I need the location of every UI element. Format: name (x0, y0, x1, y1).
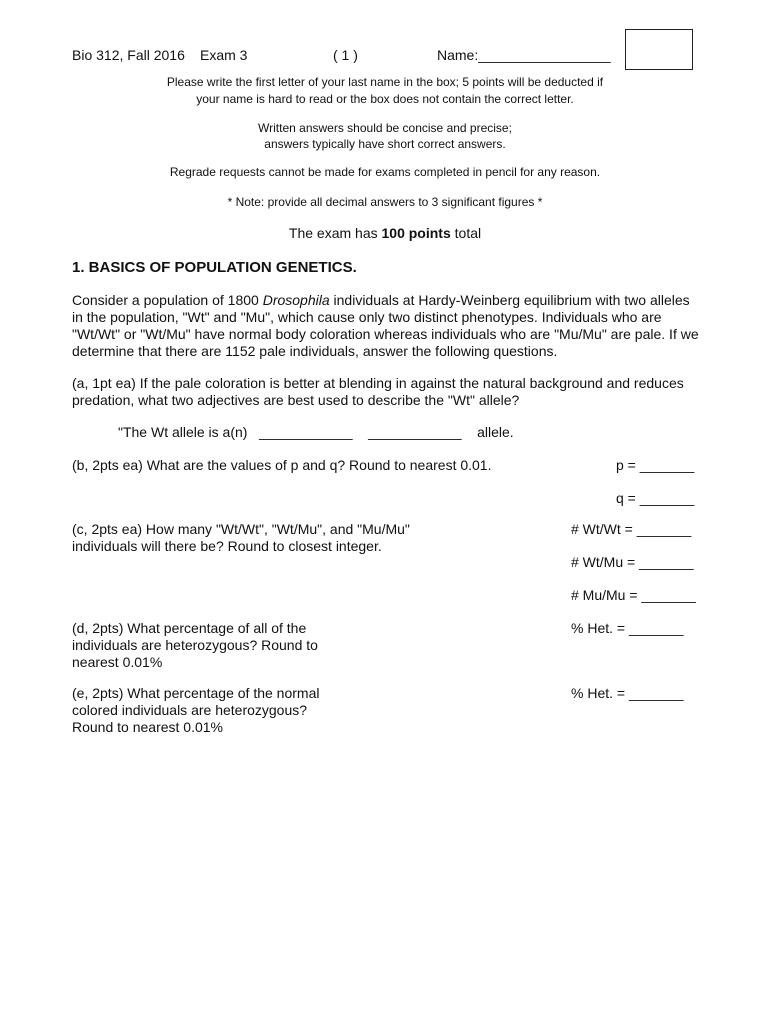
instruction-line-4: answers typically have short correct answers. (264, 137, 506, 151)
intro-text-b: individuals at Hardy-Weinberg equilibrium with two alleles in the population, "Wt" and "Mu", which cause only two distinct phenotypes. Individuals who are "Wt/Wt" or "Wt/Mu" have normal body coloration whereas individuals who are "Mu/Mu" are pale. If we determine that there are 1152 pale individuals, answer the following questions. (72, 292, 699, 359)
total-prefix: The exam has (288, 225, 382, 241)
course-title: Bio 312, Fall 2016 (72, 47, 185, 63)
question-a: (a, 1pt ea) If the pale coloration is better at blending in against the natural background and reduces predation, what two adjectives are best used to describe the "Wt" allele? (72, 375, 684, 408)
answer-q[interactable]: q = _______ (616, 490, 695, 506)
total-suffix: total (450, 225, 482, 241)
answer-het-all[interactable]: % Het. = _______ (571, 620, 684, 636)
answer-mumu[interactable]: # Mu/Mu = _______ (571, 587, 696, 603)
regrade-note: Regrade requests cannot be made for exams completed in pencil for any reason. (169, 165, 601, 179)
intro-paragraph (72, 292, 702, 360)
total-bold: 100 points (381, 225, 451, 241)
intro-text-a: Consider a population of 1800 (72, 292, 263, 308)
answer-wtwt[interactable]: # Wt/Wt = _______ (571, 521, 692, 537)
total-points (0, 225, 770, 241)
page-number: ( 1 ) (333, 47, 358, 63)
name-field[interactable]: Name:_________________ (437, 47, 611, 63)
section-title: 1. BASICS OF POPULATION GENETICS. (72, 259, 357, 276)
instruction-line-3: Written answers should be concise and precise; (258, 121, 512, 135)
question-c: (c, 2pts ea) How many "Wt/Wt", "Wt/Mu", and "Mu/Mu" individuals will there be? Round to closest integer. (72, 521, 410, 554)
question-d: (d, 2pts) What percentage of all of the individuals are heterozygous? Round to nearest 0.01% (72, 620, 318, 670)
question-a-answer[interactable]: "The Wt allele is a(n) ____________ ____________ allele. (118, 424, 514, 440)
decimal-note: * Note: provide all decimal answers to 3 significant figures * (227, 195, 543, 209)
intro-species: Drosophila (262, 292, 330, 308)
answer-het-normal[interactable]: % Het. = _______ (571, 685, 684, 701)
exam-title: Exam 3 (200, 47, 248, 63)
question-b: (b, 2pts ea) What are the values of p and q? Round to nearest 0.01. (72, 457, 492, 473)
answer-p[interactable]: p = _______ (616, 457, 695, 473)
answer-wtmu[interactable]: # Wt/Mu = _______ (571, 554, 694, 570)
question-e: (e, 2pts) What percentage of the normal colored individuals are heterozygous? Round to nearest 0.01% (72, 685, 320, 735)
initial-box[interactable] (625, 29, 693, 70)
instruction-line-2: your name is hard to read or the box does not contain the correct letter. (196, 92, 574, 106)
instruction-line-1: Please write the first letter of your last name in the box; 5 points will be deducted if (166, 75, 604, 89)
